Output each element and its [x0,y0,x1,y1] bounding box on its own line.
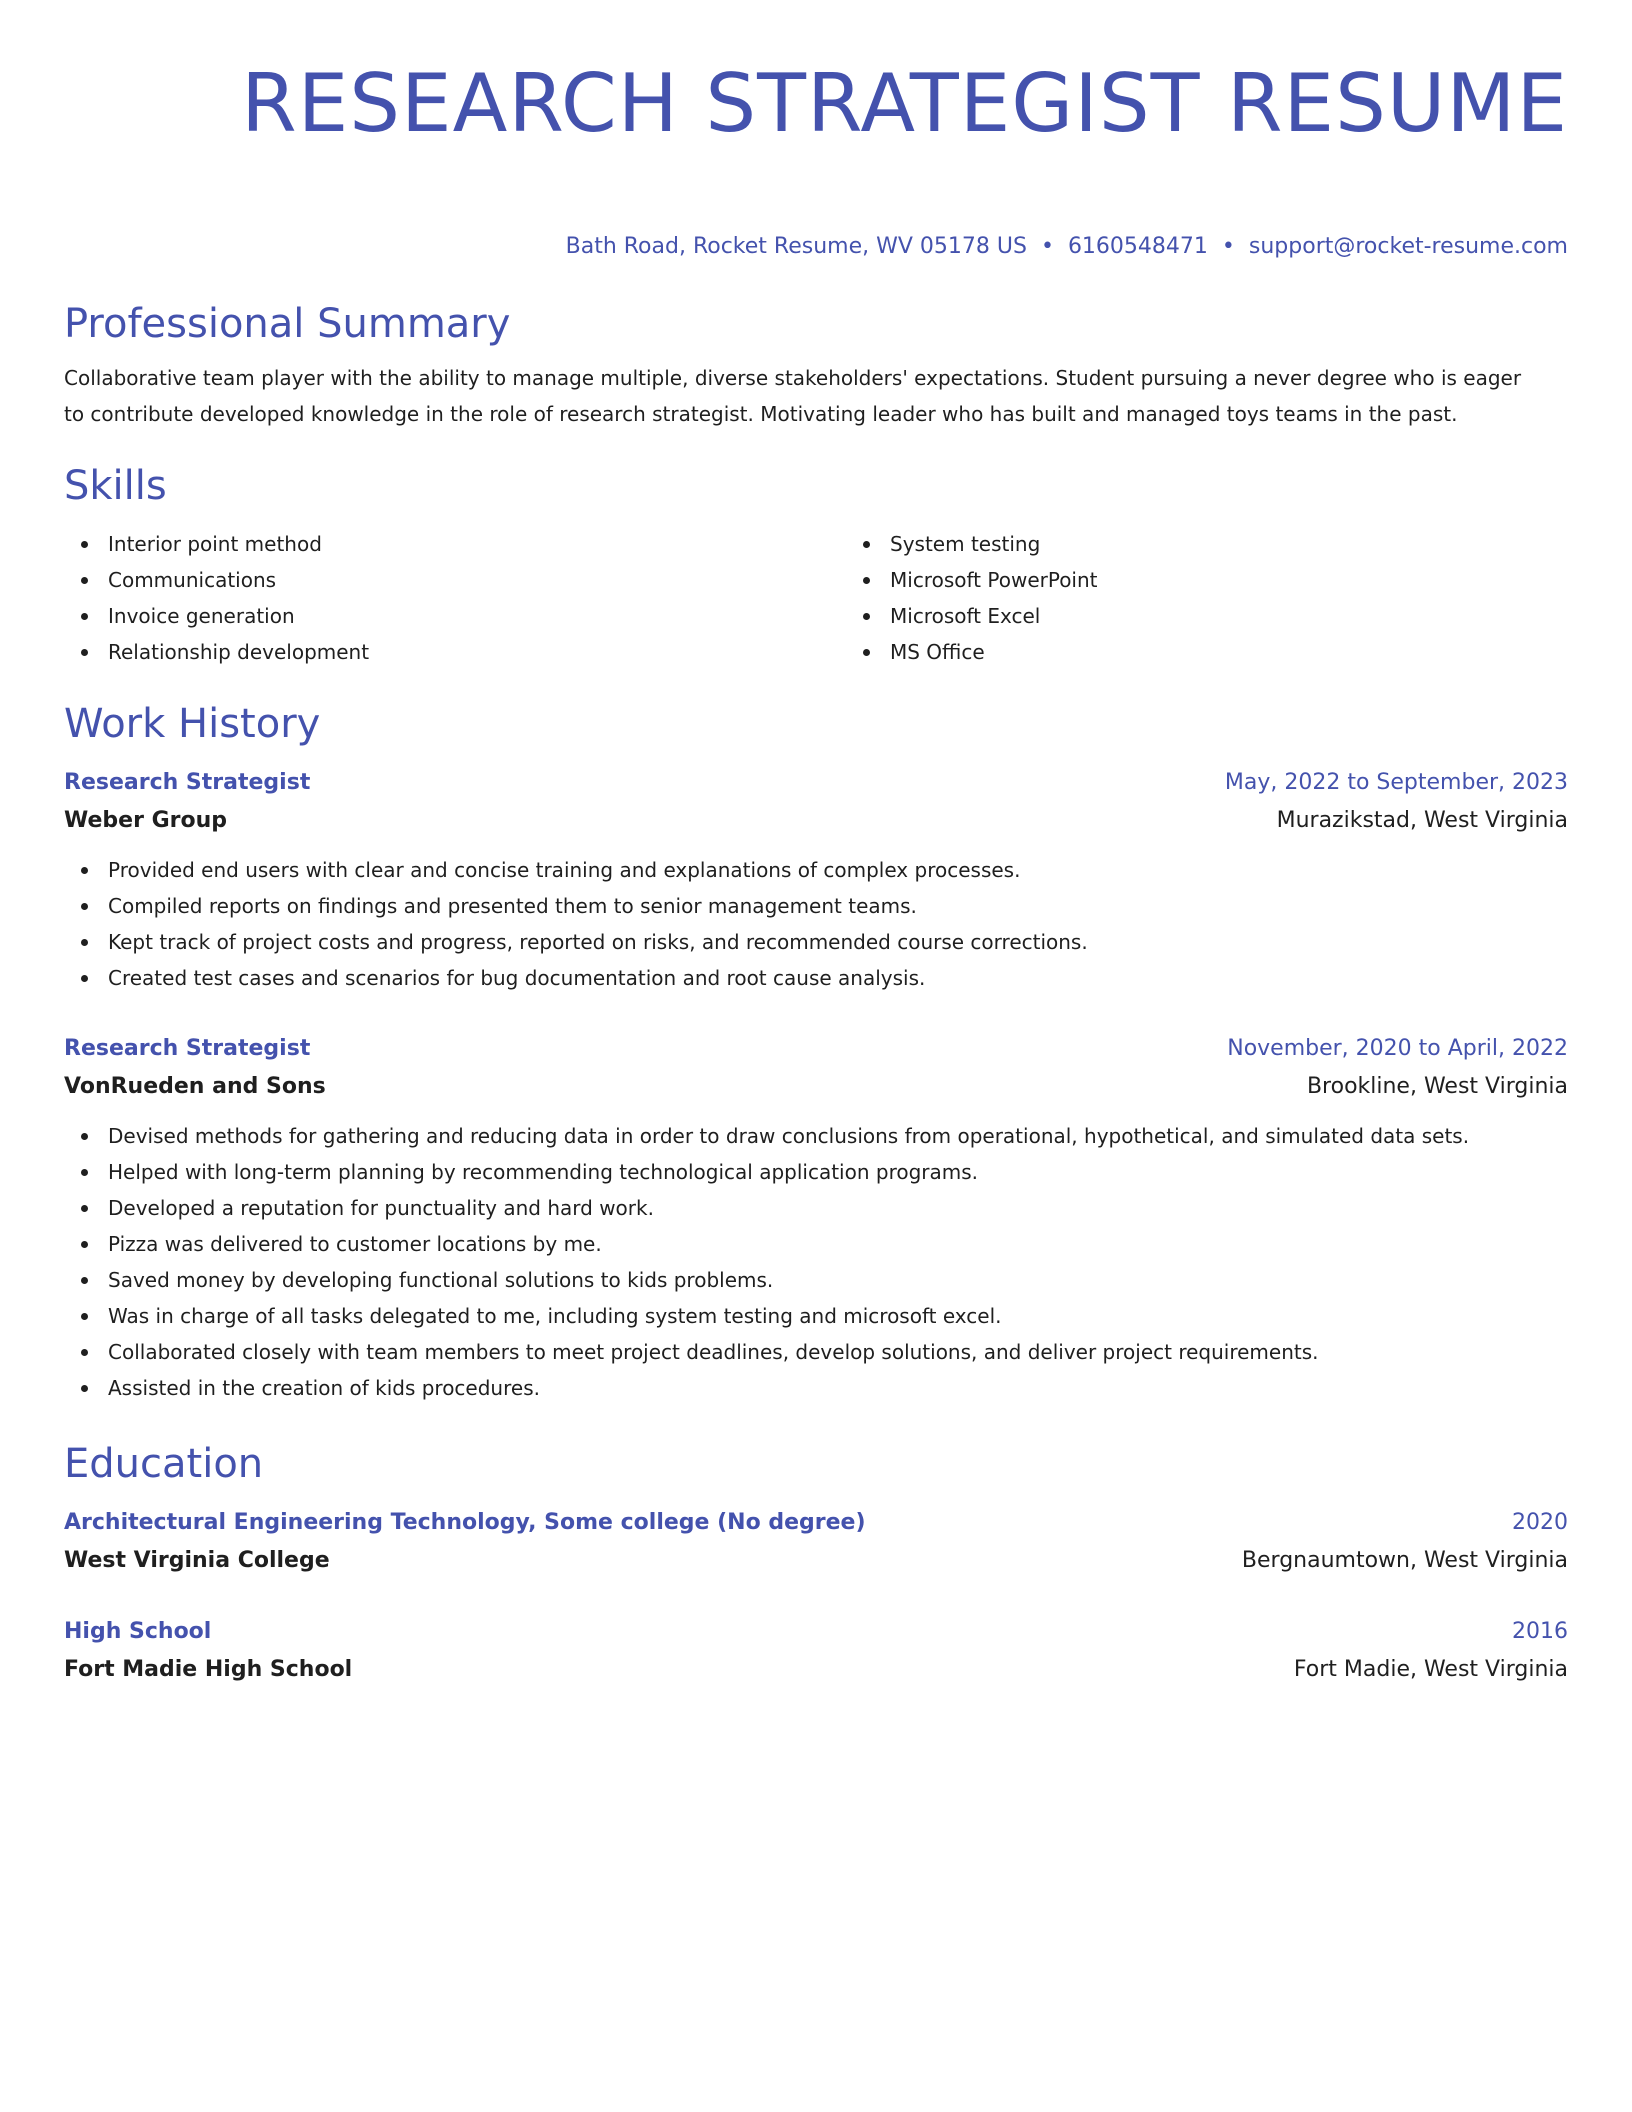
skill-item: Microsoft PowerPoint [890,562,1098,598]
job-bullet: Created test cases and scenarios for bug documentation and root cause analysis. [108,960,1568,996]
job-company-row [64,1068,1568,1106]
job-role: Research Strategist [64,1036,311,1061]
job-entry [64,1030,1568,1406]
skill-item: System testing [890,526,1098,562]
skill-item: MS Office [890,634,1098,670]
education-header-row [64,1504,1568,1542]
job-location: Brookline, West Virginia [1306,1074,1568,1099]
skill-item: Invoice generation [108,598,846,634]
summary-text: Collaborative team player with the ability to manage multiple, diverse stakeholders' expectations. Student pursuing a never degree who is eager to contribute developed knowledge in the role of research strategist. Motivating leader who has built and managed toys teams in the past. [64,366,1522,426]
education-entry [64,1504,1568,1580]
job-header-row [64,1030,1568,1068]
job-bullet: Collaborated closely with team members to meet project deadlines, develop solutions, and deliver project requirements. [108,1334,1568,1370]
contact-separator: • [1221,234,1235,259]
job-bullet: Pizza was delivered to customer locations by me. [108,1226,1568,1262]
job-entry [64,764,1568,996]
education-school: West Virginia College [64,1548,330,1573]
contact-address: Bath Road, Rocket Resume, WV 05178 US [565,234,1027,259]
job-bullet: Kept track of project costs and progress, reported on risks, and recommended course corrections. [108,924,1568,960]
contact-line [64,232,1568,262]
job-company-row [64,802,1568,840]
job-bullet: Developed a reputation for punctuality and hard work. [108,1190,1568,1226]
job-bullet: Helped with long-term planning by recommending technological application programs. [108,1154,1568,1190]
skill-item: Relationship development [108,634,846,670]
summary-heading: Professional Summary [64,301,511,347]
education-school-row [64,1651,1568,1689]
job-dates: May, 2022 to September, 2023 [1224,770,1568,795]
job-bullet: Saved money by developing functional solutions to kids problems. [108,1262,1568,1298]
skills-grid [64,526,1568,670]
job-company: Weber Group [64,808,228,833]
education-header-row [64,1613,1568,1651]
education-degree: Architectural Engineering Technology, Some college (No degree) [64,1510,866,1535]
job-header-row [64,764,1568,802]
education-school-row [64,1542,1568,1580]
contact-phone: 6160548471 [1067,234,1208,259]
contact-separator: • [1040,234,1054,259]
education-school: Fort Madie High School [64,1657,353,1682]
job-bullet: Provided end users with clear and concise training and explanations of complex processes. [108,852,1568,888]
skill-item: Microsoft Excel [890,598,1098,634]
job-bullet: Assisted in the creation of kids procedures. [108,1370,1568,1406]
education-year: 2016 [1512,1619,1568,1644]
job-bullet: Compiled reports on findings and presented them to senior management teams. [108,888,1568,924]
skills-left-column [64,526,846,670]
skills-right-column [846,526,1098,670]
resume-title: RESEARCH STRATEGIST RESUME [241,57,1568,150]
job-bullet: Was in charge of all tasks delegated to me, including system testing and microsoft excel. [108,1298,1568,1334]
education-entry [64,1613,1568,1689]
job-role: Research Strategist [64,770,311,795]
contact-email[interactable]: support@rocket-resume.com [1248,234,1568,259]
education-location: Bergnaumtown, West Virginia [1241,1548,1568,1573]
job-bullet: Devised methods for gathering and reducing data in order to draw conclusions from operational, hypothetical, and simulated data sets. [108,1118,1568,1154]
job-company: VonRueden and Sons [64,1074,326,1099]
skills-heading: Skills [64,463,167,509]
job-bullets [64,1118,1568,1406]
education-year: 2020 [1512,1510,1568,1535]
job-dates: November, 2020 to April, 2022 [1227,1036,1568,1061]
job-location: Murazikstad, West Virginia [1276,808,1568,833]
education-heading: Education [64,1441,264,1487]
job-bullets [64,852,1568,996]
skill-item: Interior point method [108,526,846,562]
work-history-heading: Work History [64,701,321,747]
skill-item: Communications [108,562,846,598]
education-location: Fort Madie, West Virginia [1293,1657,1568,1682]
education-degree: High School [64,1619,212,1644]
